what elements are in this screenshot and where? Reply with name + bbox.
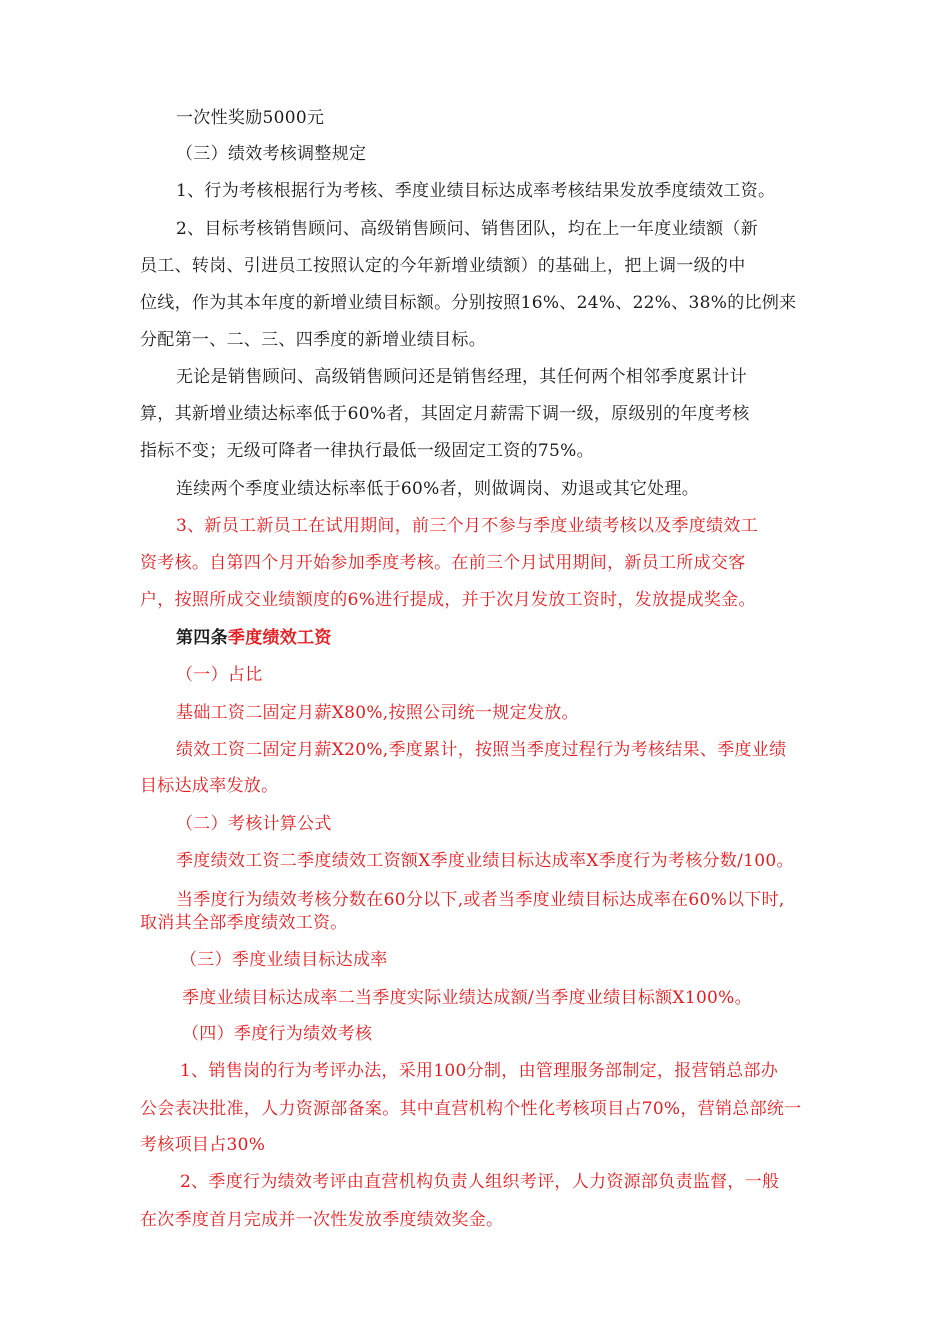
paragraph-line: 指标不变；无级可降者一律执行最低一级固定工资的75%。 (140, 441, 594, 461)
section-heading-red: （一）占比 (176, 665, 263, 685)
paragraph-line-red: 3、新员工新员工在试用期间，前三个月不参与季度业绩考核以及季度绩效工 (176, 516, 759, 536)
article-heading (176, 620, 332, 656)
paragraph-line-red: 户，按照所成交业绩额度的6%进行提成，并于次月发放工资时，发放提成奖金。 (140, 590, 756, 610)
paragraph-line-red: 考核项目占30% (140, 1135, 266, 1155)
paragraph-line: 位线，作为其本年度的新增业绩目标额。分别按照16%、24%、22%、38%的比例来 (140, 293, 797, 313)
article-title: 季度绩效工资 (227, 628, 332, 648)
section-heading-red: （三）季度业绩目标达成率 (180, 950, 388, 970)
paragraph-line-red: 取消其全部季度绩效工资。 (140, 913, 348, 933)
paragraph-line-red: 目标达成率发放。 (140, 776, 279, 796)
section-heading: （三）绩效考核调整规定 (176, 144, 367, 164)
paragraph-line: 员工、转岗、引进员工按照认定的今年新增业绩额）的基础上，把上调一级的中 (140, 256, 746, 276)
paragraph-line-red: 当季度行为绩效考核分数在60分以下,或者当季度业绩目标达成率在60%以下时, (176, 890, 785, 910)
article-number: 第四条 (176, 628, 228, 648)
paragraph-line-red: 1、销售岗的行为考评办法，采用100分制，由管理服务部制定，报营销总部办 (180, 1061, 779, 1081)
paragraph-line: 2、目标考核销售顾问、高级销售顾问、销售团队，均在上一年度业绩额（新 (176, 219, 759, 239)
paragraph-line: 无论是销售顾问、高级销售顾问还是销售经理，其任何两个相邻季度累计计 (176, 367, 747, 387)
paragraph-line-red: 绩效工资二固定月薪X20%,季度累计，按照当季度过程行为考核结果、季度业绩 (176, 740, 787, 760)
paragraph-line-red: 在次季度首月完成并一次性发放季度绩效奖金。 (140, 1210, 504, 1230)
formula-line: 季度绩效工资二季度绩效工资额X季度业绩目标达成率X季度行为考核分数/100。 (176, 851, 794, 871)
paragraph-line: 算，其新增业绩达标率低于60%者，其固定月薪需下调一级，原级别的年度考核 (140, 404, 750, 424)
section-heading-red: （二）考核计算公式 (176, 814, 332, 834)
paragraph-line-red: 资考核。自第四个月开始参加季度考核。在前三个月试用期间，新员工所成交客 (140, 553, 746, 573)
paragraph-line-red: 2、季度行为绩效考评由直营机构负责人组织考评，人力资源部负责监督，一般 (180, 1172, 780, 1192)
paragraph-line-red: 基础工资二固定月薪X80%,按照公司统一规定发放。 (176, 703, 579, 723)
formula-line: 季度业绩目标达成率二当季度实际业绩达成额/当季度业绩目标额X100%。 (182, 988, 752, 1008)
paragraph-line: 1、行为考核根据行为考核、季度业绩目标达成率考核结果发放季度绩效工资。 (176, 181, 776, 201)
paragraph-line-red: 公会表决批准，人力资源部备案。其中直营机构个性化考核项目占70%，营销总部统一 (140, 1099, 802, 1119)
paragraph-line: 连续两个季度业绩达标率低于60%者，则做调岗、劝退或其它处理。 (176, 479, 700, 499)
paragraph-line: 一次性奖励5000元 (176, 108, 325, 128)
paragraph-line: 分配第一、二、三、四季度的新增业绩目标。 (140, 330, 486, 350)
section-heading-red: （四）季度行为绩效考核 (182, 1024, 373, 1044)
